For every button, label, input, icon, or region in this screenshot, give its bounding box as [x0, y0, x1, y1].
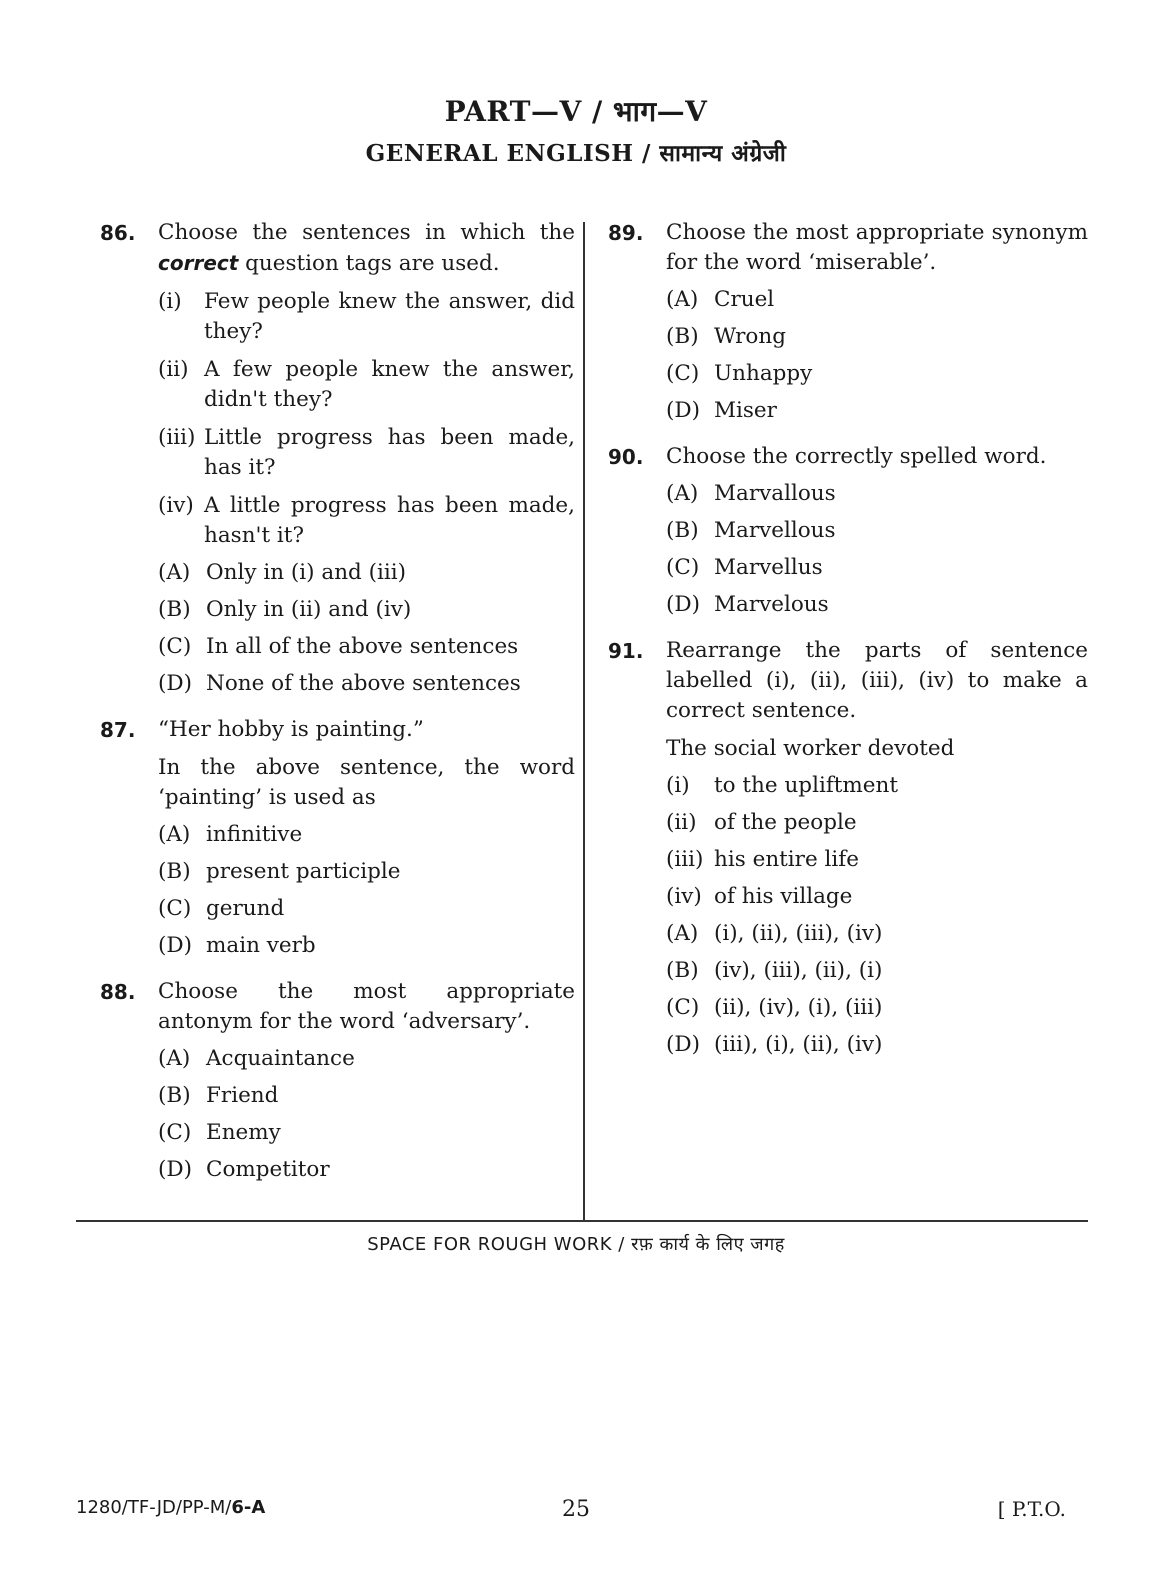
question-text: Choose the most appropriate antonym for the word ‘adversary’. — [158, 979, 575, 1034]
option — [666, 285, 1088, 315]
option-label: (C) — [158, 896, 192, 921]
part-label: (ii) — [666, 810, 697, 835]
page-number: 25 — [562, 1497, 590, 1522]
option-text: Friend — [206, 1083, 279, 1108]
option-text: infinitive — [206, 822, 303, 847]
option — [158, 857, 575, 887]
option — [158, 1155, 575, 1185]
option-text: Marvellus — [714, 555, 823, 580]
option — [666, 396, 1088, 426]
part-text: of the people — [714, 810, 857, 835]
question-91 — [608, 636, 1088, 1060]
option-label: (B) — [158, 1083, 191, 1108]
option-label: (A) — [158, 822, 191, 847]
sentence-part — [666, 845, 1088, 875]
statement-label: (iv) — [158, 493, 194, 518]
statement-label: (ii) — [158, 357, 189, 382]
paper-code-series: 6-A — [231, 1497, 266, 1518]
question-text-part: Choose the sentences in which the — [158, 220, 575, 245]
option — [158, 820, 575, 850]
option-text: (ii), (iv), (i), (iii) — [714, 995, 883, 1020]
part-label: (iv) — [666, 884, 702, 909]
part-text: of his village — [714, 884, 853, 909]
question-number: 89. — [608, 221, 644, 245]
sentence-part — [666, 808, 1088, 838]
emphasis-word: correct — [158, 251, 239, 275]
option-label: (A) — [666, 481, 699, 506]
option-text: Enemy — [206, 1120, 281, 1145]
option-label: (C) — [666, 361, 700, 386]
statement-text: A few people knew the answer, didn't they? — [204, 357, 575, 412]
option-text: (i), (ii), (iii), (iv) — [714, 921, 883, 946]
question-text: Choose the correctly spelled word. — [666, 444, 1047, 469]
option-text: Only in (ii) and (iv) — [206, 597, 412, 622]
option — [158, 558, 575, 588]
option-label: (B) — [158, 859, 191, 884]
horizontal-divider — [76, 1220, 1088, 1222]
question-number: 90. — [608, 445, 644, 469]
subject-heading: GENERAL ENGLISH / सामान्य अंग्रेजी — [365, 140, 787, 167]
part-text: his entire life — [714, 847, 859, 872]
option — [158, 931, 575, 961]
option-label: (C) — [666, 555, 700, 580]
option-label: (D) — [158, 1157, 193, 1182]
option — [666, 993, 1088, 1023]
option-label: (D) — [666, 398, 701, 423]
rough-work-label: SPACE FOR ROUGH WORK / रफ़ कार्य के लिए जगह — [367, 1234, 785, 1255]
option — [666, 1030, 1088, 1060]
option-text: In all of the above sentences — [206, 634, 519, 659]
option-label: (A) — [158, 560, 191, 585]
question-text: “Her hobby is painting.” — [158, 717, 424, 742]
option-text: (iii), (i), (ii), (iv) — [714, 1032, 883, 1057]
option-text: Wrong — [714, 324, 786, 349]
part-text: to the upliftment — [714, 773, 899, 798]
question-text: Choose the most appropriate synonym for the word ‘miserable’. — [666, 220, 1088, 275]
option-text: None of the above sentences — [206, 671, 521, 696]
option-label: (D) — [666, 592, 701, 617]
option-text: Cruel — [714, 287, 775, 312]
option-text: Marvallous — [714, 481, 836, 506]
option — [666, 359, 1088, 389]
option — [666, 553, 1088, 583]
statement — [158, 423, 575, 483]
sentence-part — [666, 771, 1088, 801]
option-label: (B) — [666, 958, 699, 983]
option — [666, 479, 1088, 509]
option-label: (A) — [666, 287, 699, 312]
pto-label: [ P.T.O. — [997, 1497, 1066, 1521]
option-text: Marvellous — [714, 518, 836, 543]
option-label: (D) — [158, 671, 193, 696]
part-label: (iii) — [666, 847, 704, 872]
right-column — [608, 218, 1088, 1076]
option-text: Marvelous — [714, 592, 829, 617]
option — [666, 590, 1088, 620]
option-label: (C) — [666, 995, 700, 1020]
option — [158, 669, 575, 699]
question-subtext: The social worker devoted — [666, 736, 955, 761]
question-86 — [100, 218, 575, 699]
statement-text: A little progress has been made, hasn't it? — [204, 493, 575, 548]
option-label: (D) — [158, 933, 193, 958]
question-87 — [100, 715, 575, 961]
option-text: present participle — [206, 859, 401, 884]
option-label: (A) — [158, 1046, 191, 1071]
option — [666, 516, 1088, 546]
option-text: Acquaintance — [206, 1046, 355, 1071]
option-label: (B) — [666, 324, 699, 349]
question-text-part: question tags are used. — [245, 251, 500, 276]
option — [158, 1118, 575, 1148]
statement — [158, 287, 575, 347]
question-text — [158, 218, 575, 279]
question-text: Rearrange the parts of sentence labelled (i), (ii), (iii), (iv) to make a correct sentence. — [666, 638, 1088, 723]
statement-label: (i) — [158, 289, 182, 314]
statement-label: (iii) — [158, 425, 196, 450]
option-text: main verb — [206, 933, 316, 958]
question-number: 88. — [100, 980, 136, 1004]
option — [158, 894, 575, 924]
question-number: 86. — [100, 221, 136, 245]
sentence-part — [666, 882, 1088, 912]
option-text: Only in (i) and (iii) — [206, 560, 407, 585]
question-88 — [100, 977, 575, 1185]
paper-code-prefix: 1280/TF-JD/PP-M/ — [76, 1497, 232, 1518]
option-text: gerund — [206, 896, 285, 921]
option — [158, 1044, 575, 1074]
statement-text: Little progress has been made, has it? — [204, 425, 575, 480]
option — [666, 322, 1088, 352]
option-text: Competitor — [206, 1157, 330, 1182]
statement — [158, 355, 575, 415]
option-label: (A) — [666, 921, 699, 946]
option-label: (D) — [666, 1032, 701, 1057]
question-subtext: In the above sentence, the word ‘painting’ is used as — [158, 755, 575, 810]
option — [666, 956, 1088, 986]
column-divider — [583, 222, 585, 1220]
option-label: (C) — [158, 1120, 192, 1145]
part-heading: PART—V / भाग—V — [444, 95, 708, 128]
option-label: (B) — [158, 597, 191, 622]
option-label: (B) — [666, 518, 699, 543]
question-number: 91. — [608, 639, 644, 663]
question-number: 87. — [100, 718, 136, 742]
statement-text: Few people knew the answer, did they? — [204, 289, 575, 344]
option — [158, 595, 575, 625]
question-90 — [608, 442, 1088, 620]
option-text: Miser — [714, 398, 777, 423]
option — [158, 632, 575, 662]
part-label: (i) — [666, 773, 690, 798]
option-label: (C) — [158, 634, 192, 659]
option-text: Unhappy — [714, 361, 813, 386]
option — [666, 919, 1088, 949]
option-text: (iv), (iii), (ii), (i) — [714, 958, 883, 983]
option — [158, 1081, 575, 1111]
left-column — [100, 218, 575, 1201]
statement — [158, 491, 575, 551]
question-89 — [608, 218, 1088, 426]
